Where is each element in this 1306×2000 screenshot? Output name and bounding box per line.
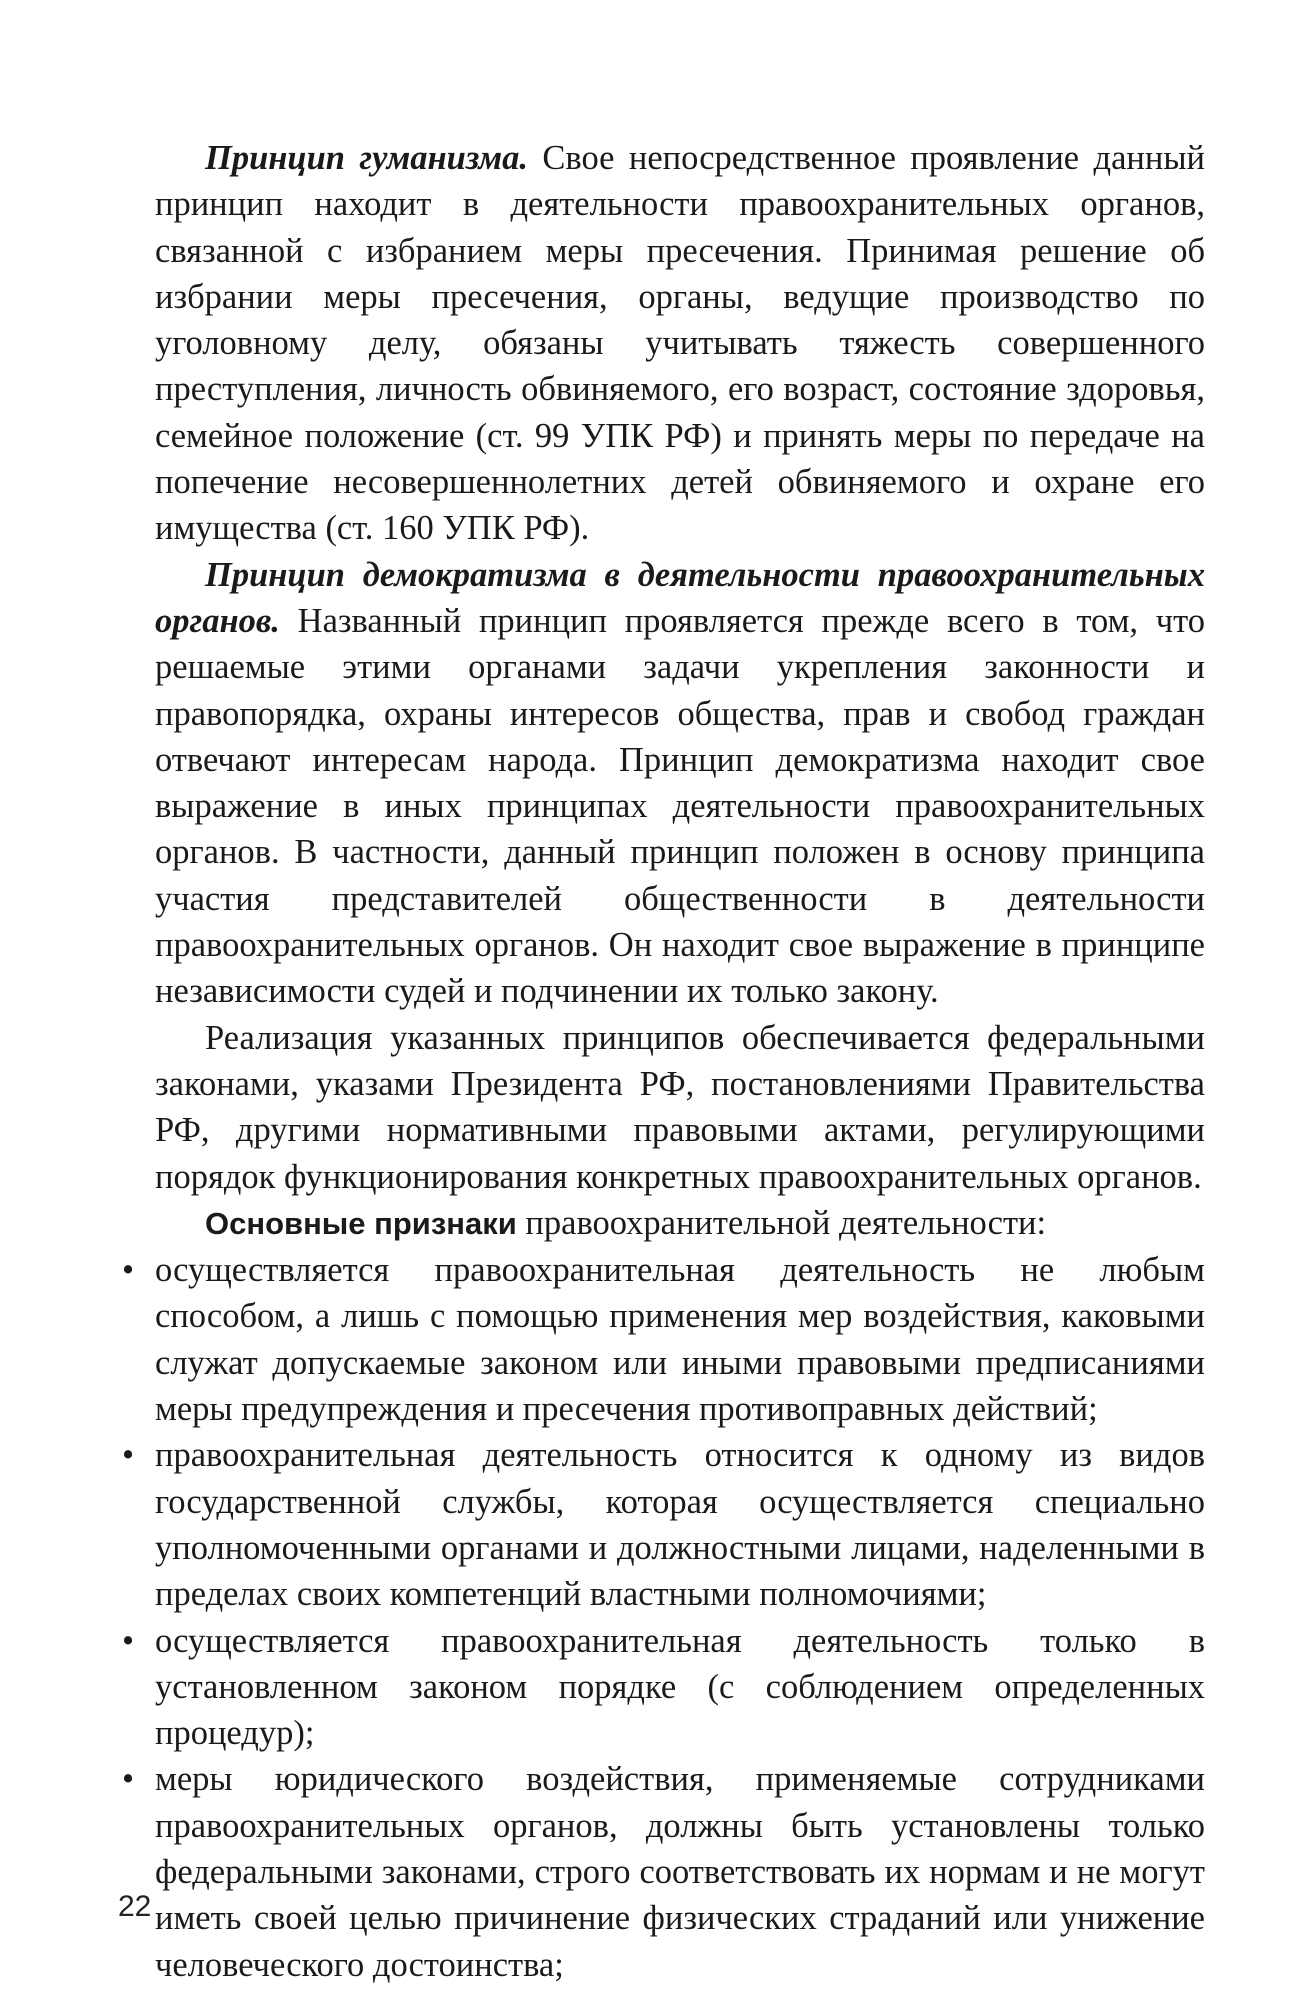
text-humanism: Свое непосредственное проявление данный принцип находит в деятельности правоохранительных органов, связанной с избранием меры пресечения. Принимая решение об избрании меры пресечения, органы, ведущие производство по уголовному делу, обязаны учитывать тяжесть совершенного преступления, личность обвиняемого, его возраст, состояние здоровья, семейное положение (ст. 99 УПК РФ) и принять меры по передаче на попечение несовершеннолетних детей обвиняемого и охране его имущества (ст. 160 УПК РФ). [155,139,1205,548]
heading-humanism: Принцип гуманизма. [205,139,528,177]
paragraph-democratism [155,552,1205,1015]
paragraph-implementation [155,1015,1205,1200]
text-implementation: Реализация указанных принципов обеспечивается федеральными законами, указами Президента РФ, постановлениями Правительства РФ, другими нормативными правовыми актами, регулирующими порядок функционирования конкретных правоохранительных органов. [155,1018,1205,1196]
text-features-intro: правоохранительной деятельности: [516,1203,1047,1242]
bullet-icon: • [122,1760,135,1799]
text-democratism: Названный принцип проявляется прежде всего в том, что решаемые этими органами задачи укрепления законности и правопорядка, охраны интересов общества, прав и свобод граждан отвечают интересам народа. Принцип демократизма находит свое выражение в иных принципах деятельности правоохранительных органов. В частности, данный принцип положен в основу принципа участия представителей общественности в деятельности правоохранительных органов. Он находит свое выражение в принципе независимости судей и подчинении их только закону. [155,601,1205,1011]
paragraph-humanism [155,135,1205,552]
bullet-icon: • [122,1621,135,1660]
bullet-icon: • [122,1251,135,1290]
list-item [122,1618,1205,1757]
paragraph-features-intro [155,1200,1205,1247]
list-item-text: осуществляется правоохранительная деятельность только в установленном законом порядке (с соблюдением определенных процедур); [155,1621,1205,1753]
list-item-text: меры юридического воздействия, применяемые сотрудниками правоохранительных органов, должны быть установлены только федеральными законами, строго соответствовать их нормам и не могут иметь своей целью причинение физических страданий или унижение человеческого достоинства; [155,1760,1205,1984]
list-item-text: правоохранительная деятельность относится к одному из видов государственной службы, которая осуществляется специально уполномоченными органами и должностными лицами, наделенными в пределах своих компетенций властными полномочиями; [155,1436,1205,1614]
bold-main-features: Основные признаки [205,1205,517,1241]
page-number: 22 [118,1890,152,1923]
list-item [122,1756,1205,1987]
list-item [122,1247,1205,1432]
list-item-text: осуществляется правоохранительная деятельность не любым способом, а лишь с помощью применения мер воздействия, каковыми служат допускаемые законом или иными правовыми предписаниями меры предупреждения и пресечения противоправных действий; [155,1251,1205,1429]
bullet-icon: • [122,1436,135,1475]
heading-democratism: Принцип демократизма в деятельности правоохранительных органов. [155,555,1205,640]
list-item [122,1432,1205,1617]
